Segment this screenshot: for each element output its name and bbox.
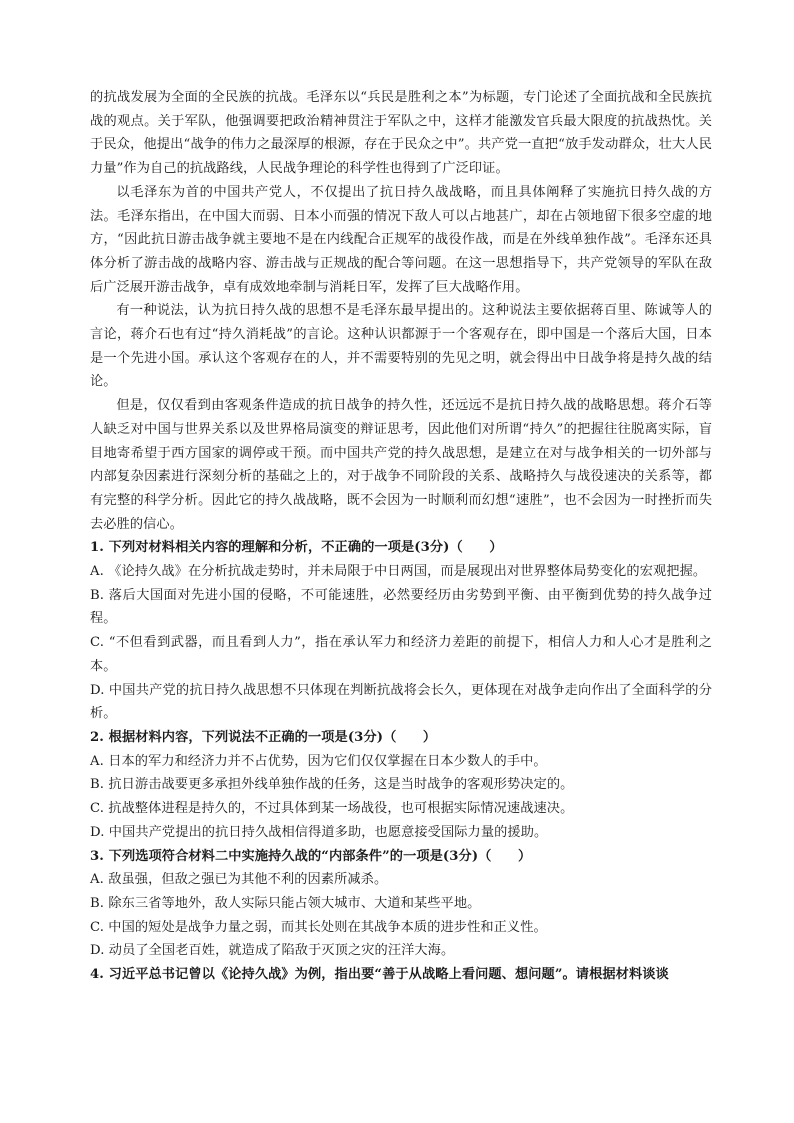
passage-paragraph-3: 有一种说法，认为抗日持久战的思想不是毛泽东最早提出的。这种说法主要依据蒋百里、陈诚等人的言论，蒋介石也有过“持久消耗战”的言论。这种认识都源于一个客观存在，即中国是一个落后大国，日本是一个先进小国。承认这个客观存在的人，并不需要特别的先见之明，就会得出中日战争将是持久战的结论。 bbox=[90, 303, 712, 390]
question-3-stem: 3. 下列选项符合材料二中实施持久战的“内部条件”的一项是(3分)（ ） bbox=[90, 848, 532, 864]
passage-paragraph-2: 以毛泽东为首的中国共产党人，不仅提出了抗日持久战战略，而且具体阐释了实施抗日持久战的方法。毛泽东指出，在中国大而弱、日本小而强的情况下敌人可以占地甚广，却在占领地留下很多空虚的地方，“因此抗日游击战争就主要地不是在内线配合正规军的战役作战，而是在外线单独作战”。毛泽东还具体分析了游击战的战略内容、游击战与正规战的配合等问题。在这一思想指导下，共产党领导的军队在敌后广泛展开游击战争，卓有成效地牵制与消耗日军，发挥了巨大战略作用。 bbox=[90, 184, 712, 295]
question-4 bbox=[90, 963, 712, 987]
question-1-stem: 1. 下列对材料相关内容的理解和分析，不正确的一项是(3分)（ ） bbox=[90, 540, 503, 556]
question-1-option-d: D. 中国共产党的抗日持久战思想不只体现在判断抗战将会长久，更体现在对战争走向作出了全面科学的分析。 bbox=[90, 682, 712, 722]
document-page bbox=[90, 86, 712, 987]
question-3-option-d: D. 动员了全国老百姓，就造成了陷敌于灭顶之灾的汪洋大海。 bbox=[90, 943, 455, 959]
question-4-stem: 4. 习近平总书记曾以《论持久战》为例，指出要“善于从战略上看问题、想问题”。请根据材料谈谈 bbox=[90, 967, 669, 983]
question-1-option-b: B. 落后大国面对先进小国的侵略，不可能速胜，必然要经历由劣势到平衡、由平衡到优势的持久战争过程。 bbox=[90, 587, 712, 627]
question-1-option-a: A. 《论持久战》在分析抗战走势时，并未局限于中日两国，而是展现出对世界整体局势变化的宏观把握。 bbox=[90, 564, 707, 580]
question-1 bbox=[90, 536, 712, 726]
question-3-option-a: A. 敌虽强，但敌之强已为其他不利的因素所减杀。 bbox=[90, 872, 388, 888]
question-2-option-d: D. 中国共产党提出的抗日持久战相信得道多助，也愿意接受国际力量的援助。 bbox=[90, 824, 548, 840]
question-1-option-c: C. “不但看到武器，而且看到人力”，指在承认军力和经济力差距的前提下，相信人力和人心才是胜利之本。 bbox=[90, 635, 712, 674]
question-3-option-c: C. 中国的短处是战争力量之弱，而其长处则在其战争本质的进步性和正义性。 bbox=[90, 919, 547, 935]
passage bbox=[90, 86, 712, 536]
question-2-option-b: B. 抗日游击战要更多承担外线单独作战的任务，这是当时战争的客观形势决定的。 bbox=[90, 777, 574, 793]
question-3-option-b: B. 除东三省等地外，敌人实际只能占领大城市、大道和某些平地。 bbox=[90, 895, 481, 911]
question-3 bbox=[90, 845, 712, 964]
question-2 bbox=[90, 726, 712, 845]
passage-paragraph-4: 但是，仅仅看到由客观条件造成的抗日战争的持久性，还远远不是抗日持久战的战略思想。蒋介石等人缺乏对中国与世界关系以及世界格局演变的辩证思考，因此他们对所谓“持久”的把握往往脱离实际，盲目地寄希望于西方国家的调停或干预。而中国共产党的持久战思想，是建立在对与战争相关的一切外部与内部复杂因素进行深刻分析的基础之上的，对于战争不同阶段的关系、战略持久与战役速决的关系等，都有完整的科学分析。因此它的持久战战略，既不会因为一时顺利而幻想“速胜”，也不会因为一时挫折而失去必胜的信心。 bbox=[90, 398, 712, 532]
question-2-stem: 2. 根据材料内容，下列说法不正确的一项是(3分)（ ） bbox=[90, 729, 437, 745]
passage-paragraph-1: 的抗战发展为全面的全民族的抗战。毛泽东以“兵民是胜利之本”为标题，专门论述了全面抗战和全民族抗战的观点。关于军队，他强调要把政治精神贯注于军队之中，这样才能激发官兵最大限度的抗战热忱。关于民众，他提出“战争的伟力之最深厚的根源，存在于民众之中”。共产党一直把“放手发动群众，壮大人民力量”作为自己的抗战路线，人民战争理论的科学性也得到了广泛印证。 bbox=[90, 90, 712, 177]
question-2-option-c: C. 抗战整体进程是持久的，不过具体到某一场战役，也可根据实际情况速战速决。 bbox=[90, 801, 574, 817]
question-2-option-a: A. 日本的军力和经济力并不占优势，因为它们仅仅掌握在日本少数人的手中。 bbox=[90, 753, 547, 769]
